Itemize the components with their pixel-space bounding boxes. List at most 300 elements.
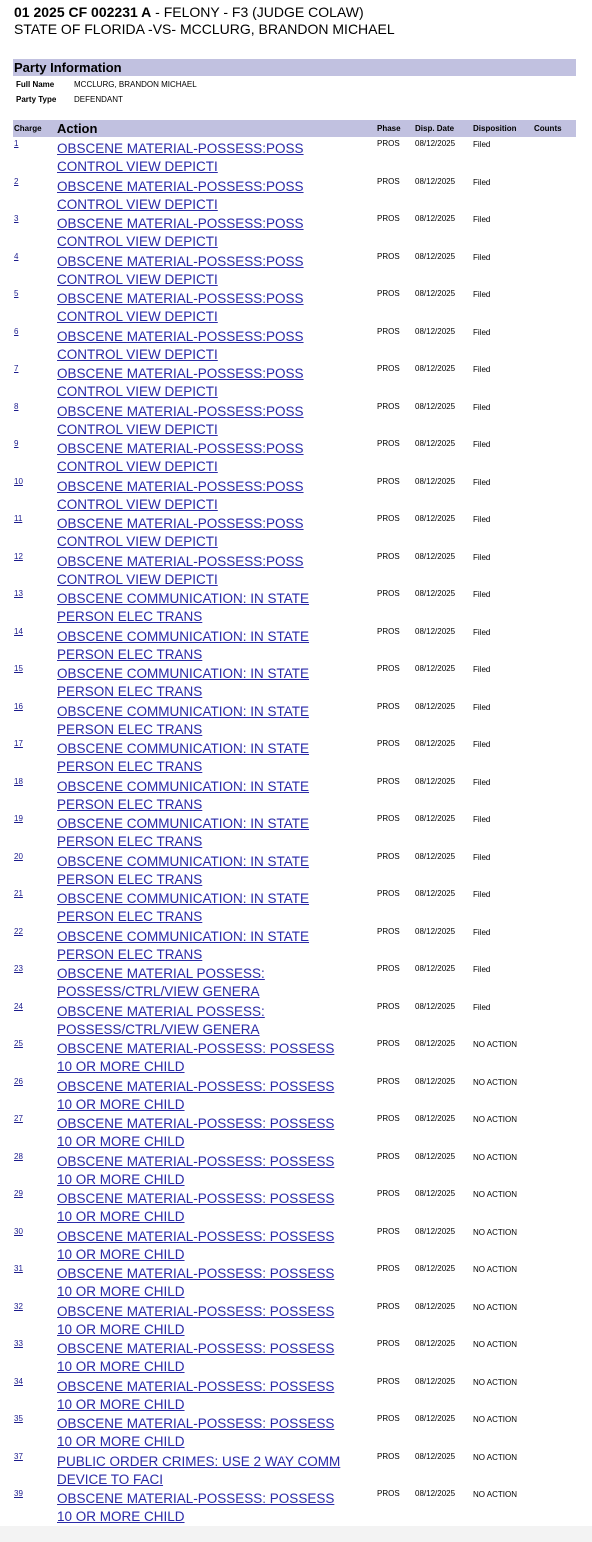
charge-number-link[interactable]: 10 bbox=[14, 476, 23, 486]
charge-action-link[interactable] bbox=[57, 1153, 334, 1189]
charge-phase: PROS bbox=[377, 139, 400, 148]
charge-number-link[interactable]: 14 bbox=[14, 626, 23, 636]
charge-disp-date: 08/12/2025 bbox=[415, 739, 456, 748]
party-type-row bbox=[16, 95, 123, 105]
charge-disposition: Filed bbox=[473, 290, 491, 299]
charge-phase: PROS bbox=[377, 1001, 400, 1011]
charge-row bbox=[0, 852, 592, 890]
full-name-label: Full Name bbox=[16, 80, 55, 89]
charge-action-link[interactable] bbox=[57, 253, 304, 289]
charge-row bbox=[0, 1489, 592, 1527]
charge-row bbox=[0, 1189, 592, 1227]
charge-action-link[interactable] bbox=[57, 328, 304, 364]
charge-action-line-1: OBSCENE MATERIAL-POSSESS:POSS bbox=[57, 141, 304, 156]
party-type-value: DEFENDANT bbox=[74, 95, 123, 104]
charge-action-line-1: OBSCENE MATERIAL-POSSESS:POSS bbox=[57, 178, 304, 194]
charge-disp-date: 08/12/2025 bbox=[415, 776, 456, 786]
charge-action-line-1: OBSCENE MATERIAL POSSESS: bbox=[57, 1003, 265, 1019]
charge-disp-date: 08/12/2025 bbox=[415, 964, 456, 973]
charge-number-link[interactable]: 3 bbox=[14, 214, 19, 223]
charge-number-link[interactable]: 28 bbox=[14, 1151, 23, 1161]
charge-disposition: Filed bbox=[473, 177, 491, 187]
charge-number-link[interactable]: 18 bbox=[14, 776, 23, 786]
charge-phase: PROS bbox=[377, 1489, 400, 1498]
charge-action-line-2: CONTROL VIEW DEPICTI bbox=[57, 534, 218, 549]
charge-row bbox=[0, 364, 592, 402]
charge-action-line-2: PERSON ELEC TRANS bbox=[57, 871, 203, 887]
charge-disposition: Filed bbox=[473, 777, 491, 787]
charge-disp-date: 08/12/2025 bbox=[415, 1451, 456, 1461]
charge-row bbox=[0, 214, 592, 252]
charge-phase: PROS bbox=[377, 1189, 400, 1198]
charge-action-line-1: OBSCENE MATERIAL-POSSESS:POSS bbox=[57, 478, 304, 494]
charge-phase: PROS bbox=[377, 439, 400, 448]
charge-action-link[interactable] bbox=[57, 515, 304, 551]
charge-action-link[interactable] bbox=[57, 853, 309, 889]
charge-row bbox=[0, 402, 592, 440]
charge-disp-date: 08/12/2025 bbox=[415, 401, 456, 411]
charge-action-line-1: OBSCENE MATERIAL-POSSESS: POSSESS bbox=[57, 1191, 335, 1206]
charge-disposition: Filed bbox=[473, 740, 491, 749]
charge-disp-date: 08/12/2025 bbox=[415, 251, 456, 261]
charge-action-line-2: CONTROL VIEW DEPICTI bbox=[57, 571, 218, 587]
charge-disposition: Filed bbox=[473, 665, 491, 674]
charge-disp-date: 08/12/2025 bbox=[415, 1001, 456, 1011]
charge-row bbox=[0, 664, 592, 702]
charge-phase: PROS bbox=[377, 326, 400, 336]
charge-action-line-2: 10 OR MORE CHILD bbox=[57, 1321, 185, 1337]
charge-disposition: NO ACTION bbox=[473, 1077, 518, 1087]
charge-action-line-1: OBSCENE MATERIAL-POSSESS:POSS bbox=[57, 328, 304, 344]
charge-disposition: Filed bbox=[473, 1002, 491, 1012]
charge-row bbox=[0, 439, 592, 477]
charge-action-link[interactable] bbox=[57, 1040, 334, 1076]
case-header bbox=[14, 4, 584, 38]
charge-action-link[interactable] bbox=[57, 590, 309, 626]
charge-action-link[interactable] bbox=[57, 1003, 265, 1039]
charge-disp-date: 08/12/2025 bbox=[415, 851, 456, 861]
charge-action-link[interactable] bbox=[57, 1190, 334, 1226]
charge-action-line-1: OBSCENE MATERIAL-POSSESS: POSSESS bbox=[57, 1266, 335, 1281]
charge-number-link[interactable]: 31 bbox=[14, 1264, 23, 1273]
charge-action-line-2: PERSON ELEC TRANS bbox=[57, 834, 203, 849]
charge-action-line-2: 10 OR MORE CHILD bbox=[57, 1434, 185, 1449]
charge-disp-date: 08/12/2025 bbox=[415, 439, 456, 448]
charge-row bbox=[0, 814, 592, 852]
charge-disp-date: 08/12/2025 bbox=[415, 364, 456, 373]
charge-action-line-1: OBSCENE MATERIAL-POSSESS:POSS bbox=[57, 441, 304, 456]
charge-phase: PROS bbox=[377, 214, 400, 223]
charge-disp-date: 08/12/2025 bbox=[415, 551, 456, 561]
charge-disposition: Filed bbox=[473, 215, 491, 224]
charge-phase: PROS bbox=[377, 1151, 400, 1161]
charge-number-link[interactable]: 29 bbox=[14, 1189, 23, 1198]
charge-row bbox=[0, 1039, 592, 1077]
charge-phase: PROS bbox=[377, 401, 400, 411]
charge-action-link[interactable] bbox=[57, 1415, 334, 1451]
charge-number-link[interactable]: 25 bbox=[14, 1039, 23, 1048]
charge-action-line-2: PERSON ELEC TRANS bbox=[57, 609, 203, 624]
charge-action-line-2: CONTROL VIEW DEPICTI bbox=[57, 346, 218, 362]
charge-disposition: Filed bbox=[473, 852, 491, 862]
charge-disposition: Filed bbox=[473, 815, 491, 824]
charge-action-line-2: CONTROL VIEW DEPICTI bbox=[57, 459, 218, 474]
charge-action-link[interactable] bbox=[57, 403, 304, 439]
charge-action-line-1: OBSCENE COMMUNICATION: IN STATE bbox=[57, 628, 310, 644]
charge-disp-date: 08/12/2025 bbox=[415, 1376, 456, 1386]
charge-phase: PROS bbox=[377, 176, 400, 186]
charge-action-link[interactable] bbox=[57, 178, 304, 214]
charge-action-line-1: OBSCENE MATERIAL POSSESS: bbox=[57, 966, 265, 981]
charge-action-line-2: 10 OR MORE CHILD bbox=[57, 1246, 185, 1262]
charge-action-line-1: OBSCENE COMMUNICATION: IN STATE bbox=[57, 891, 310, 906]
charge-disposition: NO ACTION bbox=[473, 1490, 518, 1499]
phase-column-header: Phase bbox=[377, 124, 401, 133]
charge-action-link[interactable] bbox=[57, 140, 304, 176]
charge-disposition: NO ACTION bbox=[473, 1302, 518, 1312]
full-name-value: MCCLURG, BRANDON MICHAEL bbox=[74, 80, 197, 89]
charge-row bbox=[0, 627, 592, 665]
action-column-header: Action bbox=[57, 121, 98, 136]
charge-action-link[interactable] bbox=[57, 1115, 334, 1151]
charge-action-link[interactable] bbox=[57, 628, 309, 664]
charge-action-line-2: 10 OR MORE CHILD bbox=[57, 1171, 185, 1187]
charge-disposition: NO ACTION bbox=[473, 1377, 518, 1387]
charge-disposition: Filed bbox=[473, 365, 491, 374]
charge-action-line-1: OBSCENE MATERIAL-POSSESS: POSSESS bbox=[57, 1341, 335, 1356]
charge-action-line-2: CONTROL VIEW DEPICTI bbox=[57, 196, 218, 212]
charge-action-line-1: OBSCENE COMMUNICATION: IN STATE bbox=[57, 816, 310, 831]
charge-row bbox=[0, 1302, 592, 1340]
charge-disp-date: 08/12/2025 bbox=[415, 1076, 456, 1086]
charge-phase: PROS bbox=[377, 1039, 400, 1048]
charge-number-link[interactable]: 16 bbox=[14, 701, 23, 711]
charge-disp-date: 08/12/2025 bbox=[415, 1189, 456, 1198]
charge-action-line-2: PERSON ELEC TRANS bbox=[57, 946, 203, 962]
charge-action-link[interactable] bbox=[57, 290, 304, 326]
charge-action-line-2: PERSON ELEC TRANS bbox=[57, 909, 203, 924]
charge-number-link[interactable]: 9 bbox=[14, 439, 19, 448]
charge-phase: PROS bbox=[377, 1376, 400, 1386]
charge-action-line-1: OBSCENE MATERIAL-POSSESS:POSS bbox=[57, 253, 304, 269]
charges-table-header bbox=[13, 120, 576, 137]
charge-row bbox=[0, 177, 592, 215]
charge-row bbox=[0, 1264, 592, 1302]
charge-row bbox=[0, 289, 592, 327]
charge-phase: PROS bbox=[377, 289, 400, 298]
charge-action-link[interactable] bbox=[57, 1453, 340, 1489]
charge-action-link[interactable] bbox=[57, 1078, 334, 1114]
charge-action-line-2: CONTROL VIEW DEPICTI bbox=[57, 309, 218, 324]
disposition-column-header: Disposition bbox=[473, 124, 517, 133]
party-full-name-row bbox=[16, 80, 197, 90]
charge-action-link[interactable] bbox=[57, 215, 304, 251]
charge-disposition: Filed bbox=[473, 627, 491, 637]
charge-row bbox=[0, 889, 592, 927]
charge-row bbox=[0, 514, 592, 552]
charge-disposition: Filed bbox=[473, 890, 491, 899]
charge-number-link[interactable]: 8 bbox=[14, 401, 19, 411]
charge-row bbox=[0, 702, 592, 740]
charge-action-line-2: CONTROL VIEW DEPICTI bbox=[57, 159, 218, 174]
party-information-heading: Party Information bbox=[13, 59, 576, 76]
charge-action-line-1: OBSCENE MATERIAL-POSSESS: POSSESS bbox=[57, 1491, 335, 1506]
charge-number-link[interactable]: 15 bbox=[14, 664, 23, 673]
charge-disposition: Filed bbox=[473, 927, 491, 937]
charge-disp-date: 08/12/2025 bbox=[415, 214, 456, 223]
charge-disp-date: 08/12/2025 bbox=[415, 701, 456, 711]
charge-action-line-1: OBSCENE COMMUNICATION: IN STATE bbox=[57, 778, 310, 794]
charge-action-line-2: PERSON ELEC TRANS bbox=[57, 796, 203, 812]
charge-action-link[interactable] bbox=[57, 965, 265, 1001]
charge-action-line-2: 10 OR MORE CHILD bbox=[57, 1209, 185, 1224]
charge-number-link[interactable]: 30 bbox=[14, 1226, 23, 1236]
charge-action-line-2: CONTROL VIEW DEPICTI bbox=[57, 234, 218, 249]
case-style: STATE OF FLORIDA -VS- MCCLURG, BRANDON MICHAEL bbox=[14, 21, 395, 37]
charge-phase: PROS bbox=[377, 364, 400, 373]
charge-phase: PROS bbox=[377, 739, 400, 748]
charge-number-link[interactable]: 33 bbox=[14, 1339, 23, 1348]
charge-disposition: NO ACTION bbox=[473, 1152, 518, 1162]
charge-action-line-1: OBSCENE MATERIAL-POSSESS:POSS bbox=[57, 553, 304, 569]
charge-action-line-1: OBSCENE MATERIAL-POSSESS: POSSESS bbox=[57, 1416, 335, 1431]
charge-disp-date: 08/12/2025 bbox=[415, 926, 456, 936]
charge-row bbox=[0, 1002, 592, 1040]
charge-disposition: NO ACTION bbox=[473, 1265, 518, 1274]
charge-disp-date: 08/12/2025 bbox=[415, 664, 456, 673]
charge-action-line-2: 10 OR MORE CHILD bbox=[57, 1359, 185, 1374]
charge-number-link[interactable]: 11 bbox=[14, 514, 23, 523]
charge-number-link[interactable]: 35 bbox=[14, 1414, 23, 1423]
charge-disp-date: 08/12/2025 bbox=[415, 1114, 456, 1123]
charge-action-line-2: CONTROL VIEW DEPICTI bbox=[57, 421, 218, 437]
charge-phase: PROS bbox=[377, 1414, 400, 1423]
charge-action-line-1: OBSCENE MATERIAL-POSSESS:POSS bbox=[57, 216, 304, 231]
charge-disposition: Filed bbox=[473, 327, 491, 337]
charge-number-link[interactable]: 26 bbox=[14, 1076, 23, 1086]
charge-row bbox=[0, 1339, 592, 1377]
charge-disp-date: 08/12/2025 bbox=[415, 1339, 456, 1348]
charge-number-link[interactable]: 32 bbox=[14, 1301, 23, 1311]
charge-disp-date: 08/12/2025 bbox=[415, 1489, 456, 1498]
charge-disposition: NO ACTION bbox=[473, 1452, 518, 1462]
charge-number-link[interactable]: 27 bbox=[14, 1114, 23, 1123]
charge-disp-date: 08/12/2025 bbox=[415, 289, 456, 298]
charge-disp-date: 08/12/2025 bbox=[415, 1151, 456, 1161]
charge-row bbox=[0, 252, 592, 290]
charge-number-link[interactable]: 1 bbox=[14, 139, 19, 148]
charge-action-line-2: 10 OR MORE CHILD bbox=[57, 1059, 185, 1074]
charge-action-link[interactable] bbox=[57, 890, 309, 926]
charge-number-link[interactable]: 13 bbox=[14, 589, 23, 598]
charge-action-line-2: PERSON ELEC TRANS bbox=[57, 646, 203, 662]
charge-number-link[interactable]: 21 bbox=[14, 889, 23, 898]
charge-disp-date: 08/12/2025 bbox=[415, 176, 456, 186]
charge-disposition: Filed bbox=[473, 402, 491, 412]
charge-disposition: NO ACTION bbox=[473, 1227, 518, 1237]
case-details: - FELONY - F3 (JUDGE COLAW) bbox=[151, 4, 364, 20]
charge-disposition: Filed bbox=[473, 140, 491, 149]
charge-disp-date: 08/12/2025 bbox=[415, 626, 456, 636]
charge-action-line-1: OBSCENE MATERIAL-POSSESS: POSSESS bbox=[57, 1378, 335, 1394]
charge-disp-date: 08/12/2025 bbox=[415, 589, 456, 598]
charge-phase: PROS bbox=[377, 514, 400, 523]
charge-action-line-1: OBSCENE COMMUNICATION: IN STATE bbox=[57, 666, 310, 681]
charge-disp-date: 08/12/2025 bbox=[415, 1039, 456, 1048]
charge-number-link[interactable]: 22 bbox=[14, 926, 23, 936]
charge-action-link[interactable] bbox=[57, 553, 304, 589]
case-number: 01 2025 CF 002231 A bbox=[14, 4, 152, 20]
charge-phase: PROS bbox=[377, 964, 400, 973]
charge-number-link[interactable]: 4 bbox=[14, 251, 19, 261]
charge-action-link[interactable] bbox=[57, 1228, 334, 1264]
charge-action-line-1: OBSCENE COMMUNICATION: IN STATE bbox=[57, 853, 310, 869]
charge-number-link[interactable]: 37 bbox=[14, 1451, 23, 1461]
charge-phase: PROS bbox=[377, 814, 400, 823]
charge-action-line-2: 10 OR MORE CHILD bbox=[57, 1396, 185, 1412]
charge-disposition: Filed bbox=[473, 702, 491, 712]
charge-number-link[interactable]: 17 bbox=[14, 739, 23, 748]
charge-action-line-1: OBSCENE MATERIAL-POSSESS: POSSESS bbox=[57, 1228, 335, 1244]
charge-disp-date: 08/12/2025 bbox=[415, 326, 456, 336]
charge-action-line-2: POSSESS/CTRL/VIEW GENERA bbox=[57, 1021, 260, 1037]
charge-row bbox=[0, 1114, 592, 1152]
charge-action-link[interactable] bbox=[57, 365, 304, 401]
charge-row bbox=[0, 477, 592, 515]
charge-action-line-2: PERSON ELEC TRANS bbox=[57, 684, 203, 699]
charge-row bbox=[0, 589, 592, 627]
charge-disp-date: 08/12/2025 bbox=[415, 1264, 456, 1273]
charge-phase: PROS bbox=[377, 1114, 400, 1123]
charge-number-link[interactable]: 5 bbox=[14, 289, 19, 298]
charge-action-link[interactable] bbox=[57, 815, 309, 851]
charge-disp-date: 08/12/2025 bbox=[415, 476, 456, 486]
charge-number-link[interactable]: 7 bbox=[14, 364, 19, 373]
charge-phase: PROS bbox=[377, 1451, 400, 1461]
charge-row bbox=[0, 927, 592, 965]
charge-action-link[interactable] bbox=[57, 778, 309, 814]
charge-action-link[interactable] bbox=[57, 703, 309, 739]
charge-phase: PROS bbox=[377, 1264, 400, 1273]
charge-row bbox=[0, 327, 592, 365]
charge-action-line-2: PERSON ELEC TRANS bbox=[57, 759, 203, 774]
charge-number-link[interactable]: 6 bbox=[14, 326, 19, 336]
charge-row bbox=[0, 139, 592, 177]
charge-disposition: NO ACTION bbox=[473, 1040, 518, 1049]
charge-action-line-2: CONTROL VIEW DEPICTI bbox=[57, 496, 218, 512]
charge-phase: PROS bbox=[377, 851, 400, 861]
charge-action-line-2: 10 OR MORE CHILD bbox=[57, 1096, 185, 1112]
party-type-label: Party Type bbox=[16, 95, 57, 104]
charge-number-link[interactable]: 23 bbox=[14, 964, 23, 973]
charge-number-link[interactable]: 34 bbox=[14, 1376, 23, 1386]
charge-action-line-1: OBSCENE COMMUNICATION: IN STATE bbox=[57, 703, 310, 719]
charge-action-line-1: OBSCENE COMMUNICATION: IN STATE bbox=[57, 741, 310, 756]
charge-action-line-2: CONTROL VIEW DEPICTI bbox=[57, 271, 218, 287]
charge-phase: PROS bbox=[377, 889, 400, 898]
charge-row bbox=[0, 1152, 592, 1190]
charge-action-line-2: 10 OR MORE CHILD bbox=[57, 1509, 185, 1524]
charge-phase: PROS bbox=[377, 589, 400, 598]
charge-number-link[interactable]: 24 bbox=[14, 1001, 23, 1011]
charge-number-link[interactable]: 19 bbox=[14, 814, 23, 823]
charge-row bbox=[0, 1077, 592, 1115]
charge-row bbox=[0, 1227, 592, 1265]
charge-number-link[interactable]: 2 bbox=[14, 176, 19, 186]
charge-disposition: NO ACTION bbox=[473, 1415, 518, 1424]
charge-action-link[interactable] bbox=[57, 1490, 334, 1526]
charge-action-line-1: OBSCENE MATERIAL-POSSESS:POSS bbox=[57, 291, 304, 306]
charge-action-link[interactable] bbox=[57, 665, 309, 701]
charge-row bbox=[0, 777, 592, 815]
page-footer-strip bbox=[0, 1526, 592, 1542]
charge-phase: PROS bbox=[377, 776, 400, 786]
charge-action-line-2: CONTROL VIEW DEPICTI bbox=[57, 384, 218, 399]
charge-column-header: Charge bbox=[14, 124, 42, 133]
charge-phase: PROS bbox=[377, 551, 400, 561]
charge-disposition: Filed bbox=[473, 477, 491, 487]
charge-action-line-1: OBSCENE MATERIAL-POSSESS: POSSESS bbox=[57, 1153, 335, 1169]
charge-action-link[interactable] bbox=[57, 1378, 334, 1414]
charge-disposition: Filed bbox=[473, 965, 491, 974]
charge-number-link[interactable]: 39 bbox=[14, 1489, 23, 1498]
charge-action-line-1: OBSCENE MATERIAL-POSSESS: POSSESS bbox=[57, 1041, 335, 1056]
charge-phase: PROS bbox=[377, 701, 400, 711]
charge-action-link[interactable] bbox=[57, 1303, 334, 1339]
charge-action-link[interactable] bbox=[57, 740, 309, 776]
charge-disp-date: 08/12/2025 bbox=[415, 1301, 456, 1311]
charge-action-line-1: OBSCENE MATERIAL-POSSESS: POSSESS bbox=[57, 1078, 335, 1094]
charge-action-line-2: PERSON ELEC TRANS bbox=[57, 721, 203, 737]
charge-number-link[interactable]: 12 bbox=[14, 551, 23, 561]
charge-row bbox=[0, 964, 592, 1002]
charge-action-link[interactable] bbox=[57, 928, 309, 964]
charge-disp-date: 08/12/2025 bbox=[415, 1414, 456, 1423]
charge-action-line-2: 10 OR MORE CHILD bbox=[57, 1284, 185, 1299]
charge-phase: PROS bbox=[377, 1339, 400, 1348]
charge-phase: PROS bbox=[377, 664, 400, 673]
charge-disp-date: 08/12/2025 bbox=[415, 1226, 456, 1236]
charge-row bbox=[0, 739, 592, 777]
charge-disposition: Filed bbox=[473, 590, 491, 599]
charge-disp-date: 08/12/2025 bbox=[415, 889, 456, 898]
case-heading bbox=[14, 4, 584, 21]
charge-action-link[interactable] bbox=[57, 1340, 334, 1376]
charge-action-link[interactable] bbox=[57, 440, 304, 476]
charge-action-line-2: POSSESS/CTRL/VIEW GENERA bbox=[57, 984, 260, 999]
charge-action-link[interactable] bbox=[57, 1265, 334, 1301]
charge-disposition: Filed bbox=[473, 440, 491, 449]
charge-number-link[interactable]: 20 bbox=[14, 851, 23, 861]
charge-action-line-1: OBSCENE MATERIAL-POSSESS:POSS bbox=[57, 403, 304, 419]
charge-disp-date: 08/12/2025 bbox=[415, 139, 456, 148]
charge-disposition: NO ACTION bbox=[473, 1340, 518, 1349]
charge-row bbox=[0, 552, 592, 590]
charge-action-line-1: OBSCENE COMMUNICATION: IN STATE bbox=[57, 928, 310, 944]
disp-date-column-header: Disp. Date bbox=[415, 124, 455, 133]
charge-phase: PROS bbox=[377, 626, 400, 636]
charge-action-line-1: OBSCENE MATERIAL-POSSESS:POSS bbox=[57, 366, 304, 381]
charge-action-line-1: OBSCENE MATERIAL-POSSESS:POSS bbox=[57, 516, 304, 531]
charge-action-link[interactable] bbox=[57, 478, 304, 514]
charge-phase: PROS bbox=[377, 251, 400, 261]
charge-disposition: NO ACTION bbox=[473, 1190, 518, 1199]
charge-phase: PROS bbox=[377, 1226, 400, 1236]
charge-action-line-1: PUBLIC ORDER CRIMES: USE 2 WAY COMM bbox=[57, 1453, 341, 1469]
charge-phase: PROS bbox=[377, 476, 400, 486]
charge-disposition: Filed bbox=[473, 552, 491, 562]
counts-column-header: Counts bbox=[534, 124, 562, 133]
